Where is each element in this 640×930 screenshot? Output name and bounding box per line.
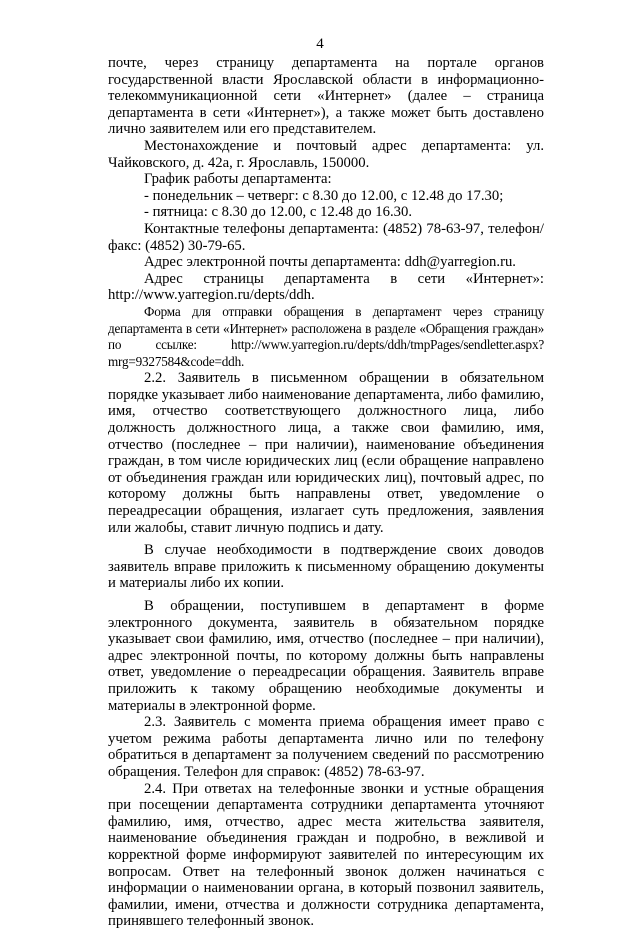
paragraph-schedule-fri: - пятница: с 8.30 до 12.00, с 12.48 до 16.30. (144, 204, 413, 221)
paragraph-supporting-docs: В случае необходимости в подтверждение своих доводов заявитель вправе приложить к письменному обращению документы и материалы либо их копии. (108, 542, 544, 592)
paragraph-address: Местонахождение и почтовый адрес департамента: ул. Чайковского, д. 42а, г. Ярославль, 150000. (108, 137, 544, 171)
paragraph-appeal-form: Форма для отправки обращения в департамент через страницу департамента в сети «Интернет» расположена в разделе «Обращения граждан» по ссылке: http://www.yarregion.ru/depts/ddh/tmpPages/sendletter.aspx?mrg=9327584&code=ddh. (108, 303, 544, 369)
paragraph-website: Адрес страницы департамента в сети «Интернет»: http://www.yarregion.ru/depts/ddh. (108, 270, 544, 304)
paragraph-2-3: 2.3. Заявитель с момента приема обращения имеет право с учетом режима работы департамента лично или по телефону обратиться в департамент за получением сведений по рассмотрению обращения. Телефон для справок: (4852) 78-63-97. (108, 714, 544, 780)
paragraph-phones: Контактные телефоны департамента: (4852) 78-63-97, телефон/факс: (4852) 30-79-65. (108, 220, 544, 254)
paragraph-schedule-title: График работы департамента: (144, 171, 332, 188)
paragraph-2-2: 2.2. Заявитель в письменном обращении в обязательном порядке указывает либо наименование департамента, либо фамилию, имя, отчество соответствующего должностного лица, либо должность должностного лица, а также свои фамилию, имя, отчество (последнее – при наличии), наименование объединения граждан, в том числе юридических лиц (если обращение направлено от объединения граждан или юридических лиц), почтовый адрес, по которому должны быть направлены ответ, уведомление о переадресации обращения, излагает суть предложения, заявления или жалобы, ставит личную подпись и дату. (108, 370, 544, 536)
page-number: 4 (316, 36, 324, 52)
document-body (108, 55, 544, 930)
paragraph-2-4: 2.4. При ответах на телефонные звонки и устные обращения при посещении департамента сотрудники департамента уточняют фамилию, имя, отчество, адрес места жительства заявителя, наименование объединения граждан и подробно, в вежливой и корректной форме информируют заявителей по интересующим их вопросам. Ответ на телефонный звонок должен начинаться с информации о наименовании органа, в который позвонил заявитель, фамилии, имени, отчества и должности сотрудника департамента, принявшего телефонный звонок. (108, 780, 544, 930)
paragraph-electronic-appeal: В обращении, поступившем в департамент в форме электронного документа, заявитель в обязательном порядке указывает свои фамилию, имя, отчество (последнее – при наличии), адрес электронной почты, по которому должны быть направлены ответ, уведомление о переадресации обращения. Заявитель вправе приложить к такому обращению необходимые документы и материалы в электронной форме. (108, 598, 544, 714)
paragraph-email: Адрес электронной почты департамента: ddh@yarregion.ru. (144, 254, 516, 271)
paragraph-schedule-mon-thu: - понедельник – четверг: с 8.30 до 12.00, с 12.48 до 17.30; (144, 187, 504, 204)
paragraph-delivery: почте, через страницу департамента на портале органов государственной власти Ярославской области в информационно-телекоммуникационной сети «Интернет» (далее – страница департамента в сети «Интернет»), а также может быть доставлено лично заявителем или его представителем. (108, 55, 544, 138)
